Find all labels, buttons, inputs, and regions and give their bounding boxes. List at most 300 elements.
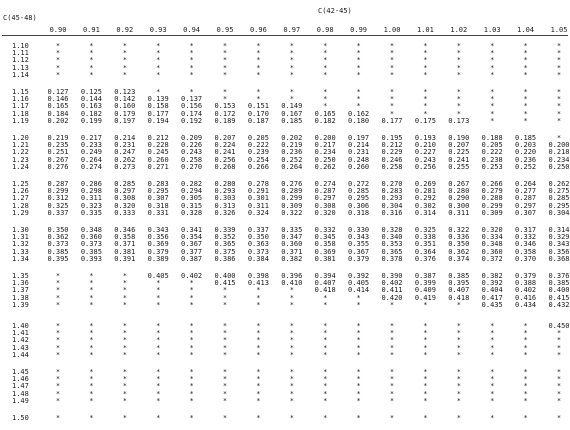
table-cell: 0.125 xyxy=(80,88,102,96)
row-label: 1.29 xyxy=(12,208,29,217)
empty-cell-marker: * xyxy=(89,63,94,72)
empty-cell-marker: * xyxy=(156,329,161,338)
table-cell: 0.376 xyxy=(414,254,436,263)
table-cell: 0.295 xyxy=(548,201,570,210)
table-cell: 0.405 xyxy=(348,279,370,288)
table-cell: 0.371 xyxy=(281,247,303,256)
table-cell: 0.250 xyxy=(314,155,336,164)
empty-cell-marker: * xyxy=(523,382,528,391)
table-cell: 0.197 xyxy=(348,134,370,142)
empty-cell-marker: * xyxy=(456,375,461,384)
table-cell: 0.193 xyxy=(414,134,436,142)
empty-cell-marker: * xyxy=(323,350,328,359)
empty-cell-marker: * xyxy=(156,396,161,405)
empty-cell-marker: * xyxy=(89,368,94,376)
empty-cell-marker: * xyxy=(156,49,161,58)
empty-cell-marker: * xyxy=(389,322,395,330)
table-cell: 0.391 xyxy=(114,254,136,263)
empty-cell-marker: * xyxy=(356,102,361,111)
empty-cell-marker: * xyxy=(389,102,395,111)
table-cell: 0.243 xyxy=(181,148,203,157)
row-label: 1.40 xyxy=(12,322,29,330)
table-cell: 0.239 xyxy=(247,148,269,157)
empty-cell-marker: * xyxy=(423,329,428,338)
empty-cell-marker: * xyxy=(189,88,194,96)
table-cell: 0.311 xyxy=(448,208,470,217)
empty-cell-marker: * xyxy=(256,322,261,330)
table-cell: 0.402 xyxy=(381,279,403,288)
table-cell: 0.220 xyxy=(515,148,537,157)
table-cell: 0.267 xyxy=(448,180,470,188)
empty-cell-marker: * xyxy=(122,350,127,359)
column-header: 0.90 xyxy=(49,26,67,34)
table-cell: 0.398 xyxy=(247,272,269,280)
table-cell: 0.173 xyxy=(448,116,470,125)
table-cell: 0.392 xyxy=(481,279,503,288)
table-cell: 0.222 xyxy=(247,141,269,150)
empty-cell-marker: * xyxy=(423,389,428,398)
table-cell: 0.203 xyxy=(515,141,537,150)
empty-cell-marker: * xyxy=(490,336,495,345)
empty-cell-marker: * xyxy=(256,42,261,50)
empty-cell-marker: * xyxy=(556,109,562,118)
empty-cell-marker: * xyxy=(556,88,562,96)
empty-cell-marker: * xyxy=(156,279,161,288)
table-cell: 0.415 xyxy=(214,279,236,288)
empty-cell-marker: * xyxy=(55,368,61,376)
table-cell: 0.137 xyxy=(181,95,203,104)
empty-cell-marker: * xyxy=(490,343,495,352)
empty-cell-marker: * xyxy=(222,42,228,50)
empty-cell-marker: * xyxy=(289,42,294,50)
empty-cell-marker: * xyxy=(256,396,261,405)
empty-cell-marker: * xyxy=(456,42,461,50)
row-label: 1.37 xyxy=(12,286,29,295)
table-cell: 0.256 xyxy=(214,155,236,164)
empty-cell-marker: * xyxy=(222,368,228,376)
empty-cell-marker: * xyxy=(456,382,461,391)
table-cell: 0.375 xyxy=(214,247,236,256)
empty-cell-marker: * xyxy=(556,42,562,50)
row-label: 1.34 xyxy=(12,254,29,263)
empty-cell-marker: * xyxy=(189,368,194,376)
empty-cell-marker: * xyxy=(523,88,528,96)
empty-cell-marker: * xyxy=(456,63,461,72)
table-cell: 0.335 xyxy=(281,226,303,234)
empty-cell-marker: * xyxy=(456,343,461,352)
table-cell: 0.291 xyxy=(247,187,269,196)
row-label: 1.38 xyxy=(12,293,29,302)
empty-cell-marker: * xyxy=(523,322,528,330)
table-cell: 0.264 xyxy=(80,155,102,164)
table-cell: 0.262 xyxy=(114,155,136,164)
empty-cell-marker: * xyxy=(256,414,261,422)
table-cell: 0.379 xyxy=(147,247,169,256)
empty-cell-marker: * xyxy=(490,49,495,58)
table-cell: 0.320 xyxy=(114,201,136,210)
table-cell: 0.287 xyxy=(47,180,69,188)
table-cell: 0.279 xyxy=(481,187,503,196)
empty-cell-marker: * xyxy=(423,109,428,118)
empty-cell-marker: * xyxy=(323,300,328,309)
empty-cell-marker: * xyxy=(256,286,261,295)
table-cell: 0.392 xyxy=(348,272,370,280)
table-cell: 0.385 xyxy=(80,247,102,256)
table-cell: 0.376 xyxy=(548,272,570,280)
column-header: 1.05 xyxy=(550,26,568,34)
table-cell: 0.170 xyxy=(247,109,269,118)
empty-cell-marker: * xyxy=(55,389,61,398)
empty-cell-marker: * xyxy=(556,56,562,65)
empty-cell-marker: * xyxy=(222,382,228,391)
empty-cell-marker: * xyxy=(323,102,328,111)
table-cell: 0.247 xyxy=(114,148,136,157)
table-cell: 0.309 xyxy=(281,201,303,210)
table-cell: 0.351 xyxy=(414,240,436,249)
empty-cell-marker: * xyxy=(156,70,161,79)
row-label: 1.21 xyxy=(12,141,29,150)
empty-cell-marker: * xyxy=(456,389,461,398)
table-cell: 0.269 xyxy=(414,180,436,188)
empty-cell-marker: * xyxy=(89,389,94,398)
empty-cell-marker: * xyxy=(490,116,495,125)
empty-cell-marker: * xyxy=(289,336,294,345)
table-cell: 0.299 xyxy=(481,201,503,210)
empty-cell-marker: * xyxy=(356,322,361,330)
row-label: 1.45 xyxy=(12,368,29,376)
table-cell: 0.373 xyxy=(80,240,102,249)
table-cell: 0.139 xyxy=(147,95,169,104)
table-cell: 0.369 xyxy=(147,240,169,249)
table-cell: 0.245 xyxy=(147,148,169,157)
empty-cell-marker: * xyxy=(556,49,562,58)
table-cell: 0.341 xyxy=(181,226,203,234)
table-cell: 0.338 xyxy=(414,233,436,242)
empty-cell-marker: * xyxy=(323,375,328,384)
table-cell: 0.418 xyxy=(314,286,336,295)
table-cell: 0.274 xyxy=(314,180,336,188)
empty-cell-marker: * xyxy=(55,42,61,50)
row-label: 1.44 xyxy=(12,350,29,359)
table-cell: 0.207 xyxy=(214,134,236,142)
table-cell: 0.280 xyxy=(214,180,236,188)
table-cell: 0.246 xyxy=(381,155,403,164)
empty-cell-marker: * xyxy=(122,286,127,295)
empty-cell-marker: * xyxy=(256,70,261,79)
empty-cell-marker: * xyxy=(523,368,528,376)
table-cell: 0.210 xyxy=(414,141,436,150)
table-cell: 0.414 xyxy=(348,286,370,295)
table-cell: 0.250 xyxy=(548,162,570,171)
row-variable-label: C(45-48) xyxy=(3,14,37,22)
header-rule xyxy=(2,35,568,36)
empty-cell-marker: * xyxy=(356,293,361,302)
table-cell: 0.358 xyxy=(114,233,136,242)
empty-cell-marker: * xyxy=(89,375,94,384)
empty-cell-marker: * xyxy=(490,56,495,65)
empty-cell-marker: * xyxy=(189,336,194,345)
empty-cell-marker: * xyxy=(556,343,562,352)
row-label: 1.41 xyxy=(12,329,29,338)
column-header: 0.98 xyxy=(316,26,334,34)
empty-cell-marker: * xyxy=(122,389,127,398)
table-cell: 0.432 xyxy=(548,300,570,309)
empty-cell-marker: * xyxy=(122,336,127,345)
empty-cell-marker: * xyxy=(222,56,228,65)
table-cell: 0.402 xyxy=(515,286,537,295)
table-cell: 0.348 xyxy=(481,240,503,249)
table-cell: 0.343 xyxy=(348,233,370,242)
empty-cell-marker: * xyxy=(389,329,395,338)
table-cell: 0.320 xyxy=(314,208,336,217)
table-cell: 0.195 xyxy=(381,134,403,142)
table-cell: 0.293 xyxy=(381,194,403,203)
table-cell: 0.324 xyxy=(247,208,269,217)
empty-cell-marker: * xyxy=(289,329,294,338)
table-cell: 0.258 xyxy=(181,155,203,164)
table-cell: 0.256 xyxy=(414,162,436,171)
empty-cell-marker: * xyxy=(323,95,328,104)
table-cell: 0.368 xyxy=(548,254,570,263)
empty-cell-marker: * xyxy=(556,389,562,398)
row-label: 1.25 xyxy=(12,180,29,188)
table-cell: 0.374 xyxy=(448,254,470,263)
table-cell: 0.340 xyxy=(381,233,403,242)
table-cell: 0.405 xyxy=(147,272,169,280)
empty-cell-marker: * xyxy=(456,56,461,65)
empty-cell-marker: * xyxy=(323,336,328,345)
empty-cell-marker: * xyxy=(122,56,127,65)
table-cell: 0.390 xyxy=(381,272,403,280)
row-label: 1.20 xyxy=(12,134,29,142)
table-cell: 0.278 xyxy=(247,180,269,188)
empty-cell-marker: * xyxy=(222,88,228,96)
table-cell: 0.271 xyxy=(147,162,169,171)
empty-cell-marker: * xyxy=(55,322,61,330)
empty-cell-marker: * xyxy=(556,350,562,359)
empty-cell-marker: * xyxy=(490,414,495,422)
empty-cell-marker: * xyxy=(389,414,395,422)
table-cell: 0.316 xyxy=(381,208,403,217)
empty-cell-marker: * xyxy=(456,329,461,338)
empty-cell-marker: * xyxy=(323,49,328,58)
empty-cell-marker: * xyxy=(323,322,328,330)
table-cell: 0.308 xyxy=(114,194,136,203)
empty-cell-marker: * xyxy=(356,382,361,391)
table-cell: 0.378 xyxy=(381,254,403,263)
table-cell: 0.214 xyxy=(348,141,370,150)
empty-cell-marker: * xyxy=(389,350,395,359)
empty-cell-marker: * xyxy=(356,368,361,376)
empty-cell-marker: * xyxy=(122,329,127,338)
empty-cell-marker: * xyxy=(289,375,294,384)
empty-cell-marker: * xyxy=(55,396,61,405)
table-cell: 0.370 xyxy=(515,254,537,263)
empty-cell-marker: * xyxy=(423,368,428,376)
empty-cell-marker: * xyxy=(156,414,161,422)
table-cell: 0.307 xyxy=(147,194,169,203)
empty-cell-marker: * xyxy=(323,329,328,338)
table-cell: 0.347 xyxy=(281,233,303,242)
empty-cell-marker: * xyxy=(490,389,495,398)
table-cell: 0.395 xyxy=(448,279,470,288)
empty-cell-marker: * xyxy=(456,102,461,111)
empty-cell-marker: * xyxy=(356,389,361,398)
table-cell: 0.328 xyxy=(181,208,203,217)
empty-cell-marker: * xyxy=(289,56,294,65)
table-cell: 0.385 xyxy=(548,279,570,288)
table-cell: 0.241 xyxy=(448,155,470,164)
empty-cell-marker: * xyxy=(156,300,161,309)
table-cell: 0.273 xyxy=(114,162,136,171)
row-label: 1.46 xyxy=(12,375,29,384)
table-cell: 0.305 xyxy=(181,194,203,203)
table-cell: 0.252 xyxy=(281,155,303,164)
table-cell: 0.288 xyxy=(481,194,503,203)
table-cell: 0.360 xyxy=(80,233,102,242)
empty-cell-marker: * xyxy=(423,343,428,352)
table-cell: 0.384 xyxy=(247,254,269,263)
table-cell: 0.346 xyxy=(515,240,537,249)
empty-cell-marker: * xyxy=(189,70,194,79)
empty-cell-marker: * xyxy=(289,95,294,104)
table-cell: 0.399 xyxy=(414,279,436,288)
empty-cell-marker: * xyxy=(122,42,127,50)
empty-cell-marker: * xyxy=(289,70,294,79)
empty-cell-marker: * xyxy=(523,70,528,79)
empty-cell-marker: * xyxy=(423,88,428,96)
empty-cell-marker: * xyxy=(256,95,261,104)
column-header: 0.94 xyxy=(183,26,201,34)
empty-cell-marker: * xyxy=(55,49,61,58)
row-label: 1.39 xyxy=(12,300,29,309)
empty-cell-marker: * xyxy=(423,322,428,330)
row-label: 1.47 xyxy=(12,382,29,391)
table-cell: 0.235 xyxy=(47,141,69,150)
empty-cell-marker: * xyxy=(389,70,395,79)
table-cell: 0.350 xyxy=(448,240,470,249)
table-cell: 0.248 xyxy=(348,155,370,164)
row-label: 1.50 xyxy=(12,414,29,422)
empty-cell-marker: * xyxy=(523,389,528,398)
empty-cell-marker: * xyxy=(423,336,428,345)
empty-cell-marker: * xyxy=(556,396,562,405)
row-label: 1.19 xyxy=(12,116,29,125)
table-cell: 0.280 xyxy=(448,187,470,196)
table-cell: 0.301 xyxy=(247,194,269,203)
empty-cell-marker: * xyxy=(222,300,228,309)
table-cell: 0.382 xyxy=(281,254,303,263)
empty-cell-marker: * xyxy=(189,329,194,338)
table-cell: 0.205 xyxy=(481,141,503,150)
table-cell: 0.318 xyxy=(147,201,169,210)
table-cell: 0.297 xyxy=(314,194,336,203)
empty-cell-marker: * xyxy=(423,63,428,72)
table-cell: 0.231 xyxy=(114,141,136,150)
table-cell: 0.395 xyxy=(47,254,69,263)
table-cell: 0.202 xyxy=(47,116,69,125)
table-cell: 0.184 xyxy=(47,109,69,118)
table-cell: 0.290 xyxy=(448,194,470,203)
table-cell: 0.314 xyxy=(414,208,436,217)
table-cell: 0.254 xyxy=(247,155,269,164)
table-cell: 0.153 xyxy=(214,102,236,111)
table-cell: 0.200 xyxy=(548,141,570,150)
empty-cell-marker: * xyxy=(523,56,528,65)
table-cell: 0.209 xyxy=(181,134,203,142)
empty-cell-marker: * xyxy=(189,350,194,359)
table-cell: 0.285 xyxy=(348,187,370,196)
table-cell: 0.315 xyxy=(181,201,203,210)
empty-cell-marker: * xyxy=(523,95,528,104)
table-cell: 0.348 xyxy=(80,226,102,234)
column-header: 0.95 xyxy=(216,26,234,34)
empty-cell-marker: * xyxy=(289,322,294,330)
empty-cell-marker: * xyxy=(323,396,328,405)
row-label: 1.42 xyxy=(12,336,29,345)
empty-cell-marker: * xyxy=(222,329,228,338)
empty-cell-marker: * xyxy=(89,343,94,352)
empty-cell-marker: * xyxy=(490,382,495,391)
table-cell: 0.260 xyxy=(348,162,370,171)
table-cell: 0.182 xyxy=(314,116,336,125)
table-cell: 0.298 xyxy=(80,187,102,196)
empty-cell-marker: * xyxy=(490,42,495,50)
table-cell: 0.345 xyxy=(314,233,336,242)
table-cell: 0.236 xyxy=(281,148,303,157)
empty-cell-marker: * xyxy=(122,414,127,422)
empty-cell-marker: * xyxy=(89,286,94,295)
empty-cell-marker: * xyxy=(356,56,361,65)
empty-cell-marker: * xyxy=(222,396,228,405)
empty-cell-marker: * xyxy=(156,382,161,391)
table-cell: 0.407 xyxy=(314,279,336,288)
table-cell: 0.172 xyxy=(214,109,236,118)
table-cell: 0.144 xyxy=(80,95,102,104)
empty-cell-marker: * xyxy=(122,300,127,309)
empty-cell-marker: * xyxy=(456,350,461,359)
empty-cell-marker: * xyxy=(523,63,528,72)
table-cell: 0.317 xyxy=(515,226,537,234)
empty-cell-marker: * xyxy=(356,49,361,58)
empty-cell-marker: * xyxy=(289,350,294,359)
empty-cell-marker: * xyxy=(55,70,61,79)
table-cell: 0.373 xyxy=(47,240,69,249)
empty-cell-marker: * xyxy=(89,336,94,345)
empty-cell-marker: * xyxy=(423,49,428,58)
table-cell: 0.417 xyxy=(481,293,503,302)
empty-cell-marker: * xyxy=(389,375,395,384)
empty-cell-marker: * xyxy=(389,42,395,50)
row-label: 1.14 xyxy=(12,70,29,79)
empty-cell-marker: * xyxy=(490,396,495,405)
empty-cell-marker: * xyxy=(456,88,461,96)
column-header: 0.93 xyxy=(149,26,167,34)
empty-cell-marker: * xyxy=(490,368,495,376)
empty-cell-marker: * xyxy=(256,329,261,338)
column-header: 1.00 xyxy=(383,26,401,34)
empty-cell-marker: * xyxy=(356,88,361,96)
table-cell: 0.358 xyxy=(314,240,336,249)
empty-cell-marker: * xyxy=(423,95,428,104)
empty-cell-marker: * xyxy=(356,95,361,104)
empty-cell-marker: * xyxy=(222,336,228,345)
empty-cell-marker: * xyxy=(122,343,127,352)
table-cell: 0.365 xyxy=(214,240,236,249)
table-cell: 0.127 xyxy=(47,88,69,96)
empty-cell-marker: * xyxy=(423,350,428,359)
empty-cell-marker: * xyxy=(556,368,562,376)
